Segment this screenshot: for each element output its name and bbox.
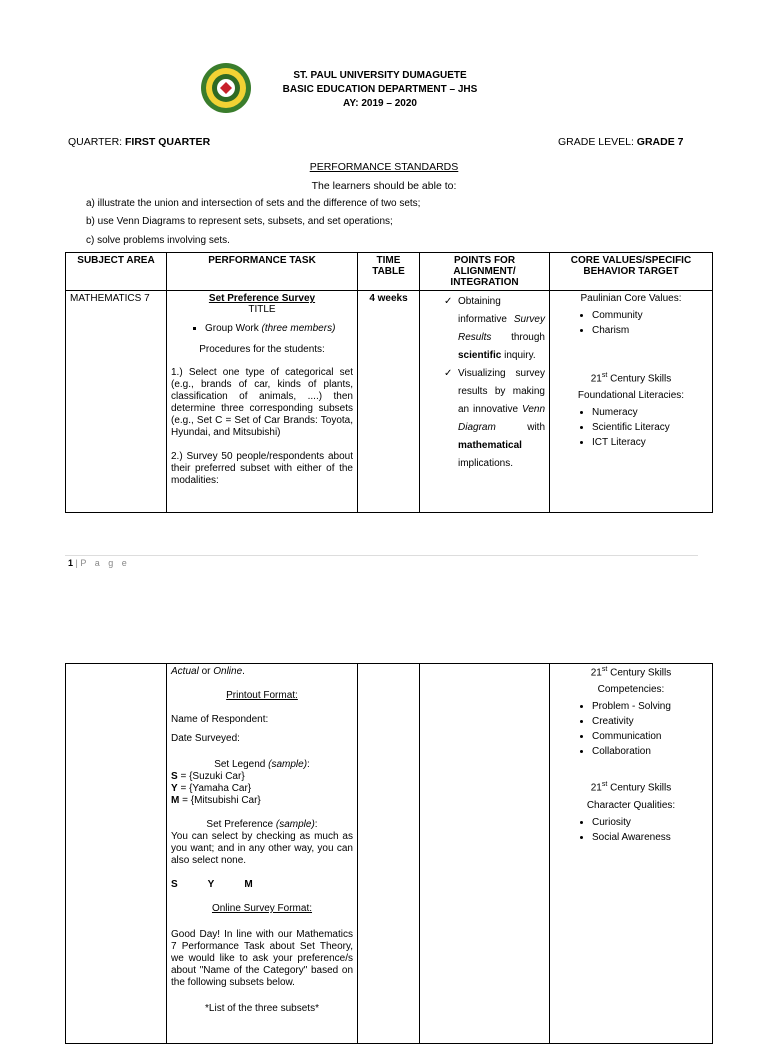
points-list xyxy=(424,293,545,473)
group-work-item: ▪ Group Work (three members) xyxy=(205,323,353,334)
standard-item: c) solve problems involving sets. xyxy=(86,235,230,246)
task-title: Set Preference Survey xyxy=(208,293,316,304)
page-footer: 1 | P a g e xyxy=(68,558,130,568)
core-values-cell-continued xyxy=(550,664,713,1044)
group-work-list xyxy=(189,323,353,334)
set-preference-text: You can select by checking as much as you want; and in any other way, you can also select none. xyxy=(171,831,353,866)
header-time-table: TIME TABLE xyxy=(358,253,420,291)
skills-title-2: 21st Century Skills xyxy=(590,781,672,794)
academic-year: AY: 2019 – 2020 xyxy=(343,98,417,109)
performance-task-table-continued xyxy=(65,663,713,1044)
literacy-item: • ICT Literacy xyxy=(592,437,708,448)
points-item: ✓ Obtaining informative Survey Results through scientific inquiry. xyxy=(458,293,545,365)
legend-item: S = {Suzuki Car} xyxy=(171,771,245,782)
task-subtitle: TITLE xyxy=(248,304,276,315)
step-one: 1.) Select one type of categorical set (e.g., brands of car, kinds of plants, classification of animals, ....) then determine three corresponding subsets (e.g., Set C = Set of Car Brands: Toyota, Hyundai, and Mitsubishi) xyxy=(171,367,353,438)
step-two: 2.) Survey 50 people/respondents about their preferred subset with either of the modalities: xyxy=(171,451,353,486)
standard-item: a) illustrate the union and intersection of sets and the difference of two sets; xyxy=(86,198,421,209)
online-survey-text: Good Day! In line with our Mathematics 7 Performance Task about Set Theory, we would like to ask your preference/s about "Name of the Category" based on the following subsets below. xyxy=(171,929,353,988)
footer-divider xyxy=(65,555,698,556)
core-values-cell xyxy=(550,291,713,513)
performance-standards-title: PERFORMANCE STANDARDS xyxy=(309,161,459,173)
skills-title: 21st Century Skills xyxy=(590,666,672,679)
core-value-item: • Community xyxy=(592,310,708,321)
character-list xyxy=(576,817,708,843)
competency-item: • Collaboration xyxy=(592,746,708,757)
header-subject-area: SUBJECT AREA xyxy=(66,253,167,291)
time-cell: 4 weeks xyxy=(358,291,420,513)
points-cell-continued xyxy=(420,664,550,1044)
subsets-list-text: *List of the three subsets* xyxy=(205,1003,319,1014)
competency-item: • Problem - Solving xyxy=(592,701,708,712)
competencies-title: Competencies: xyxy=(597,684,665,696)
character-item: • Curiosity xyxy=(592,817,708,828)
procedures-label: Procedures for the students: xyxy=(199,344,325,355)
respondent-name-label: Name of Respondent: xyxy=(171,714,269,725)
character-item: • Social Awareness xyxy=(592,832,708,843)
online-format-title: Online Survey Format: xyxy=(211,903,313,914)
date-surveyed-label: Date Surveyed: xyxy=(171,733,240,744)
set-symbols: S Y M xyxy=(171,879,253,890)
printout-format-title: Printout Format: xyxy=(226,690,298,701)
literacies-title: Foundational Literacies: xyxy=(577,390,685,402)
performance-task-table xyxy=(65,252,713,513)
header-performance-task: PERFORMANCE TASK xyxy=(167,253,358,291)
skills-title: 21st Century Skills xyxy=(590,372,672,385)
competency-item: • Creativity xyxy=(592,716,708,727)
legend-item: Y = {Yamaha Car} xyxy=(171,783,252,794)
competency-item: • Communication xyxy=(592,731,708,742)
grade-level-label: GRADE LEVEL: GRADE 7 xyxy=(558,136,684,148)
core-values-list xyxy=(576,310,708,336)
check-icon: ✓ xyxy=(444,368,453,379)
department-name: BASIC EDUCATION DEPARTMENT – JHS xyxy=(282,84,478,95)
task-cell-continued xyxy=(167,664,358,1044)
modalities-text: Actual or Online. xyxy=(171,666,245,677)
quarter-label: QUARTER: FIRST QUARTER xyxy=(68,136,211,148)
literacy-item: • Numeracy xyxy=(592,407,708,418)
subject-cell-continued xyxy=(66,664,167,1044)
legend-item: M = {Mitsubishi Car} xyxy=(171,795,261,806)
set-preference-title: Set Preference (sample): xyxy=(206,819,318,830)
task-cell xyxy=(167,291,358,513)
literacy-item: • Scientific Literacy xyxy=(592,422,708,433)
subject-cell: MATHEMATICS 7 xyxy=(66,291,167,513)
header-points: POINTS FOR ALIGNMENT/ INTEGRATION xyxy=(420,253,550,291)
standard-item: b) use Venn Diagrams to represent sets, subsets, and set operations; xyxy=(86,216,393,227)
competencies-list xyxy=(576,701,708,757)
points-item: ✓ Visualizing survey results by making an innovative Venn Diagram with mathematical implications. xyxy=(458,365,545,473)
literacies-list xyxy=(576,407,708,448)
check-icon: ✓ xyxy=(444,296,453,307)
core-value-item: • Charism xyxy=(592,325,708,336)
points-cell xyxy=(420,291,550,513)
time-cell-continued xyxy=(358,664,420,1044)
core-values-title: Paulinian Core Values: xyxy=(580,293,682,304)
set-legend-title: Set Legend (sample): xyxy=(214,759,310,770)
school-name: ST. PAUL UNIVERSITY DUMAGUETE xyxy=(293,70,467,81)
standards-intro: The learners should be able to: xyxy=(311,180,457,192)
character-title: Character Qualities: xyxy=(586,799,676,811)
header-core-values: CORE VALUES/SPECIFIC BEHAVIOR TARGET xyxy=(550,253,713,291)
